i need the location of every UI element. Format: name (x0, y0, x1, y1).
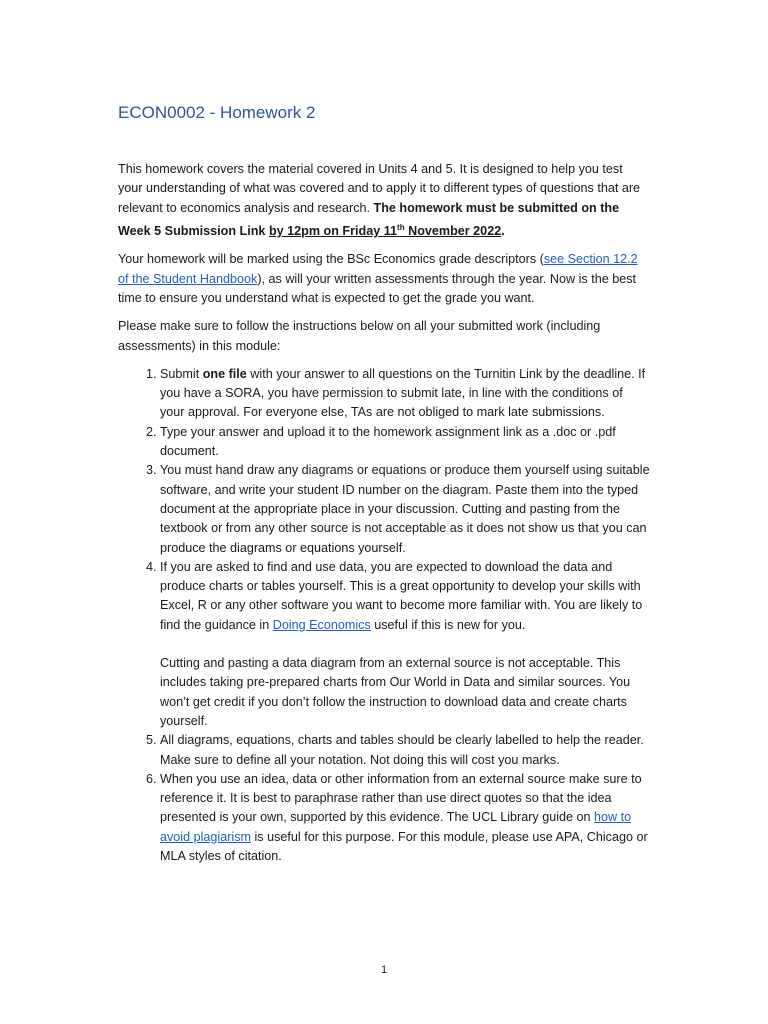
deadline-date-part1: by 12pm on Friday 11 (268, 224, 398, 239)
item4-gap (160, 635, 650, 654)
list-item (160, 365, 650, 423)
deadline-date-part2: November 2022 (404, 224, 502, 239)
list-item: 5. All diagrams, equations, charts and tables should be clearly labelled to help the reader. Make sure to define all your notation. Not doing this will cost you marks. (160, 731, 650, 770)
list-item: 2. Type your answer and upload it to the homework assignment link as a .doc or .pdf document. (160, 423, 650, 462)
instructions-intro: Please make sure to follow the instructions below on all your submitted work (including assessments) in this module: (118, 319, 601, 353)
avoid-plagiarism-link[interactable]: how to avoid plagiarism (160, 810, 632, 844)
grading-text-1: Your homework will be marked using the BSc Economics grade descriptors ( (118, 252, 544, 267)
deadline-bold-text: The homework must be submitted on the Week 5 Submission Link (118, 200, 620, 239)
grading-text-2: ), as will your written assessments through the year. Now is the best time to ensure you understand what is expected to get the grade you want. (118, 271, 637, 305)
student-handbook-link[interactable]: see Section 12.2 of the Student Handbook (118, 252, 638, 286)
item1-text-a: Submit (160, 366, 203, 381)
deadline-end: . (501, 224, 505, 239)
item6-text-a: When you use an idea, data or other information from an external source make sure to reference it. It is best to paraphrase rather than use direct quotes so that the idea presented is your own, supported by this evidence. The UCL Library guide on (160, 771, 642, 825)
deadline-date-sup: th (397, 222, 405, 232)
item4-text-a: If you are asked to find and use data, you are expected to download the data and produce charts or tables yourself. This is a great opportunity to develop your skills with Excel, R or any other software you want to become more familiar with. You are likely to find the guidance in (160, 559, 643, 632)
document-page (118, 102, 650, 866)
deadline-date (269, 224, 501, 238)
grading-paragraph (118, 250, 650, 308)
page-number: 1 (380, 964, 388, 976)
item1-text-c: with your answer to all questions on the Turnitin Link by the deadline. If you have a SORA, you have permission to submit late, in line with the conditions of your approval. For everyone else, TAs are not obliged to mark late submissions. (160, 366, 646, 420)
intro-text: This homework covers the material covered in Units 4 and 5. It is designed to help you test your understanding of what was covered and to apply it to different types of questions that are relevant to economics analysis and research. (118, 162, 641, 215)
item4-text-b: useful if this is new for you. (370, 617, 526, 632)
document-title: ECON0002 - Homework 2 (118, 103, 316, 122)
list-item (160, 558, 650, 731)
item6-text-b: is useful for this purpose. For this module, please use APA, Chicago or MLA styles of citation. (160, 829, 648, 863)
item4-text-c: Cutting and pasting a data diagram from an external source is not acceptable. This includes taking pre-prepared charts from Our World in Data and similar sources. You won’t get credit if you don’t follow the instruction to download data and create charts yourself. (160, 656, 631, 728)
item1-bold: one file (202, 366, 247, 381)
list-item: 3. You must hand draw any diagrams or equations or produce them yourself using suitable software, and write your student ID number on the diagram. Paste them into the typed document at the appropriate place in your discussion. Cutting and pasting from the textbook or from any other source is not acceptable as it does not show us that you can produce the diagrams or equations yourself. (160, 461, 650, 557)
list-item (160, 770, 650, 866)
intro-paragraph (118, 160, 650, 241)
doing-economics-link[interactable]: Doing Economics (272, 617, 371, 632)
instructions-list (118, 365, 650, 866)
